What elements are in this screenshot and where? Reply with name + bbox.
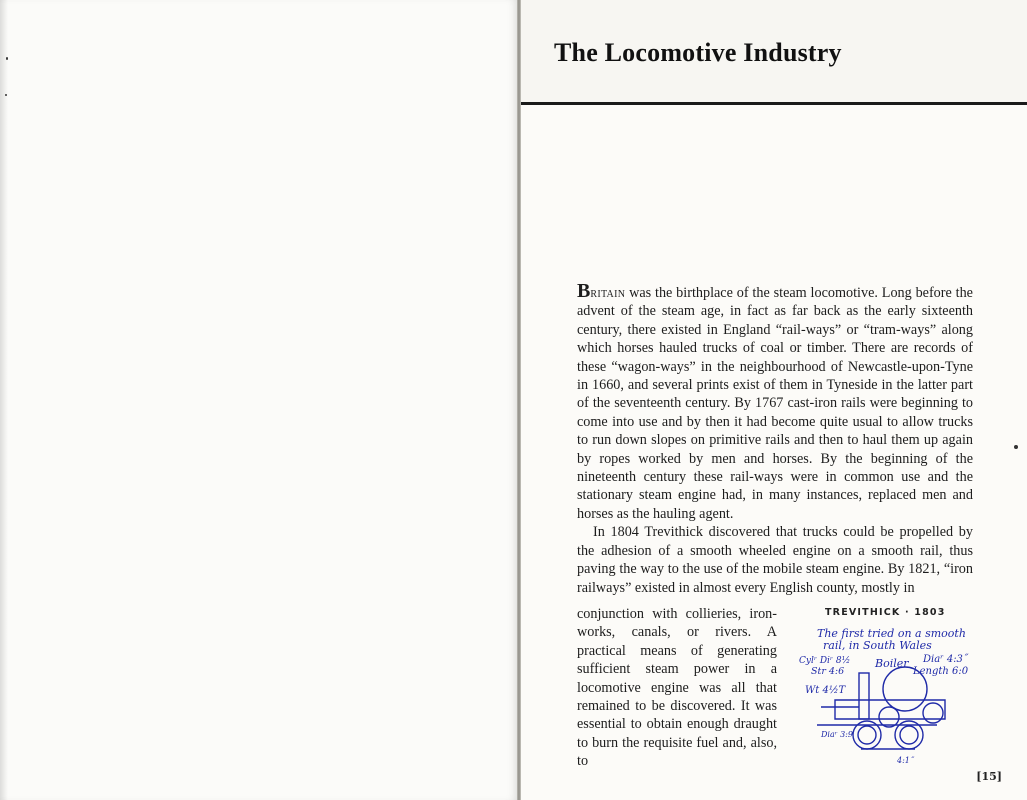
page-title: The Locomotive Industry — [554, 38, 842, 67]
header-rule — [521, 102, 1027, 105]
boiler-body — [835, 700, 945, 719]
paragraph-1-text: was the birthplace of the steam locomotive. Long before the advent of the steam age, in fact as far back as the early sixteenth century, there existed in England “rail-ways” or “tram-ways” along which horses hauled trucks of coal or timber. There are records of these “wagon-ways” in the neighbourhood of Newcastle-upon-Tyne in 1660, and several prints exist of them in Tyneside in the latter part of the seventeenth century. By 1767 cast-iron rails were beginning to come into use and by then it had become quite usual to allow trucks to run down slopes on primitive rails and then to haul them up again by ropes worked by men and horses. By the beginning of the nineteenth century these rail-ways were in common use and the stationary steam engine had, in many instances, replaced men and horses as the hauling agent. — [577, 285, 973, 522]
str-label: Str 4:6 — [811, 666, 845, 677]
paragraph-2: In 1804 Trevithick discovered that trucks could be propelled by the adhesion of a smooth wheeled engine on a smooth rail, thus paving the way to the use of the mobile steam engine. By 1821, “iron railways” existed in almost every English county, mostly in — [577, 524, 973, 596]
paragraph-1 — [577, 282, 973, 523]
page-number: [15] — [976, 770, 1002, 783]
left-page-edge — [0, 0, 8, 800]
trevithick-figure — [797, 607, 987, 767]
right-page — [521, 0, 1027, 800]
wheel-dia-label: Diaʳ 3:9 — [821, 730, 853, 739]
dropcap: B — [577, 280, 591, 302]
boiler-label: Boiler — [875, 657, 909, 670]
gauge-label: 4:1˝ — [897, 756, 914, 765]
speck-mark — [5, 94, 7, 96]
dia-label: Diaʳ 4:3˝ — [923, 654, 968, 665]
paragraph-2-wrapped: conjunction with collieries, iron-works, canals, or rivers. A practical means of generating sufficient steam power in a locomotive engine was all that remained to be discovered. It was essential to obtain enough draught to burn the requisite fuel and, also, to — [577, 606, 777, 770]
note-line-1: The first tried on a smooth — [817, 627, 966, 640]
gear-wheel-a — [879, 707, 899, 727]
weight-label: Wt 4½T — [805, 685, 846, 696]
speck-mark — [1014, 445, 1018, 449]
flywheel-shape — [883, 667, 927, 711]
cylinder-shape — [859, 673, 869, 719]
trevithick-sketch — [797, 607, 987, 767]
speck-mark — [6, 57, 8, 60]
gear-wheel-b — [923, 703, 943, 723]
cyl-label: Cylʳ Diʳ 8½ — [799, 656, 851, 666]
body-text — [577, 282, 973, 597]
dropcap-smallcaps: ritain — [590, 285, 626, 301]
length-label: Length 6:0 — [913, 666, 969, 677]
figure-caption: TREVITHICK · 1803 — [825, 607, 946, 618]
note-line-2: rail, in South Wales — [823, 639, 932, 652]
